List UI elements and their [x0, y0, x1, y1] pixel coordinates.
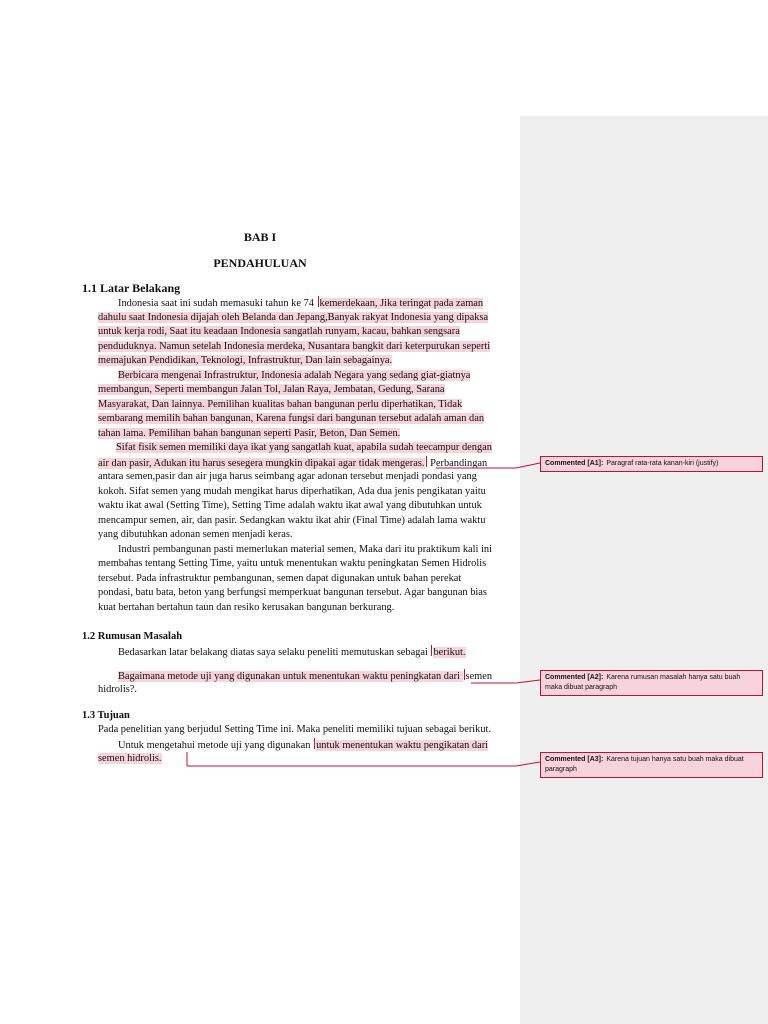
paragraph-line: kokoh. Sifat semen yang mudah mengikat harus diperhatikan, Ada dua jenis pengikatan yaitu — [98, 486, 486, 497]
paragraph-line: Berbicara mengenai Infrastruktur, Indonesia adalah Negara yang sedang giat-giatnya — [118, 370, 471, 381]
comment-a3[interactable] — [540, 752, 763, 778]
comment-text: Karena tujuan hanya satu buah maka dibuat paragraph — [545, 756, 744, 773]
paragraph-line: kuat bertahan bertahun taun dan resiko kerusakan bangunan berkurang. — [98, 602, 395, 613]
paragraph-line: membangun, Seperti membangun Jalan Tol, Jalan Raya, Jembatan, Gedung, Sarana — [98, 384, 445, 395]
paragraph-line: Untuk mengetahui metode uji yang digunakan untuk menentukan waktu pengikatan dari — [118, 740, 489, 751]
paragraph-line: Industri pembangunan pasti memerlukan material semen, Maka dari itu praktikum kali ini — [118, 544, 492, 555]
paragraph-line: Bedasarkan latar belakang diatas saya selaku peneliti memutuskan sebagai berikut. — [118, 647, 466, 658]
paragraph-line: dahulu saat Indonesia dijajah oleh Belanda dan Jepang,Banyak rakyat Indonesia yang dipaksa — [98, 312, 489, 323]
chapter-title: PENDAHULUAN — [213, 256, 307, 270]
paragraph-line: pondasi, batu bata, beton yang berfungsi memperkuat bangunan tersebut. Agar bangunan bias — [98, 587, 487, 598]
paragraph-line: memajukan Pendidikan, Teknologi, Infrastruktur, Dan lain sebagainya. — [98, 355, 393, 366]
paragraph-line: Pada penelitian yang berjudul Setting Time ini. Maka peneliti memiliki tujuan sebagai berikut. — [98, 724, 492, 735]
paragraph-line: Masyarakat, Dan lainnya. Pemilihan kualitas bahan bangunan perlu diperhatikan, Tidak — [98, 399, 463, 410]
comment-connector-a1 — [436, 463, 540, 468]
section-heading-latar-belakang: 1.1 Latar Belakang — [82, 281, 181, 295]
paragraph-line: yang dibutuhkan adonan semen menjadi keras. — [98, 529, 293, 540]
chapter-label: BAB I — [243, 230, 277, 244]
section-heading-rumusan-masalah: 1.2 Rumusan Masalah — [82, 631, 183, 642]
paragraph-line: tersebut. Pada infrastruktur pembangunan, semen dapat digunakan untuk bahan perekat — [98, 573, 462, 584]
paragraph-line: mencampur semen, air, dan pasir. Sedangkan waktu ikat ahir (Final Time) adalah lama waktu — [98, 515, 486, 526]
paragraph-line: air dan pasir, Adukan itu harus sesegera mungkin dipakai agar tidak mengeras. Perbandingan — [98, 458, 488, 469]
paragraph-line: penduduknya. Namun setelah Indonesia merdeka, Nusantara bangkit dari keterpurukan seperti — [98, 341, 491, 352]
comment-label: Commented [A2]: — [545, 674, 604, 681]
paragraph-line: semen hidrolis. — [98, 753, 162, 764]
comment-a1[interactable] — [540, 456, 763, 472]
comment-label: Commented [A1]: — [545, 460, 604, 467]
paragraph-line: Sifat fisik semen memiliki daya ikat yang sangatlah kuat, apabila sudah teecampur dengan — [116, 442, 492, 453]
comment-text: Karena rumusan masalah hanya satu buah maka dibuat paragraph — [545, 674, 741, 691]
paragraph-line: untuk kerja rodi, Saat itu keadaan Indonesia sangatlah runyam, kacau, bahkan sengsara — [98, 326, 460, 337]
paragraph-line: sembarang memilih bahan bangunan, Karena fungsi dari bangunan tersebut adalah aman dan — [98, 413, 485, 424]
paragraph-line: membahas tentang Setting Time, yaitu untuk menentukan waktu peningkatan Semen Hidrolis — [98, 558, 487, 569]
comment-text: Paragraf rata-rata kanan-kiri (justify) — [606, 460, 719, 467]
paragraph-line: Bagaimana metode uji yang digunakan untuk menentukan waktu peningkatan dari semen — [118, 671, 493, 682]
paragraph-line: tahan lama. Pemilihan bahan bangunan seperti Pasir, Beton, Dan Semen. — [98, 428, 401, 439]
paragraph-line: antara semen,pasir dan air juga harus seimbang agar adonan tersebut menjadi pondasi yang — [98, 471, 477, 482]
paragraph-line: waktu ikat awal (Setting Time), Setting Time adalah waktu ikat awal yang dibutuhkan untuk — [98, 500, 482, 511]
section-heading-tujuan: 1.3 Tujuan — [82, 710, 130, 721]
paragraph-line: Indonesia saat ini sudah memasuki tahun ke 74 kemerdekaan, Jika teringat pada zaman — [118, 298, 484, 309]
comment-a2[interactable] — [540, 670, 763, 696]
comment-connector-a3 — [187, 762, 540, 766]
paragraph-line: hidrolis?. — [98, 684, 137, 695]
comment-label: Commented [A3]: — [545, 756, 604, 763]
comment-connector-a2 — [471, 680, 540, 683]
